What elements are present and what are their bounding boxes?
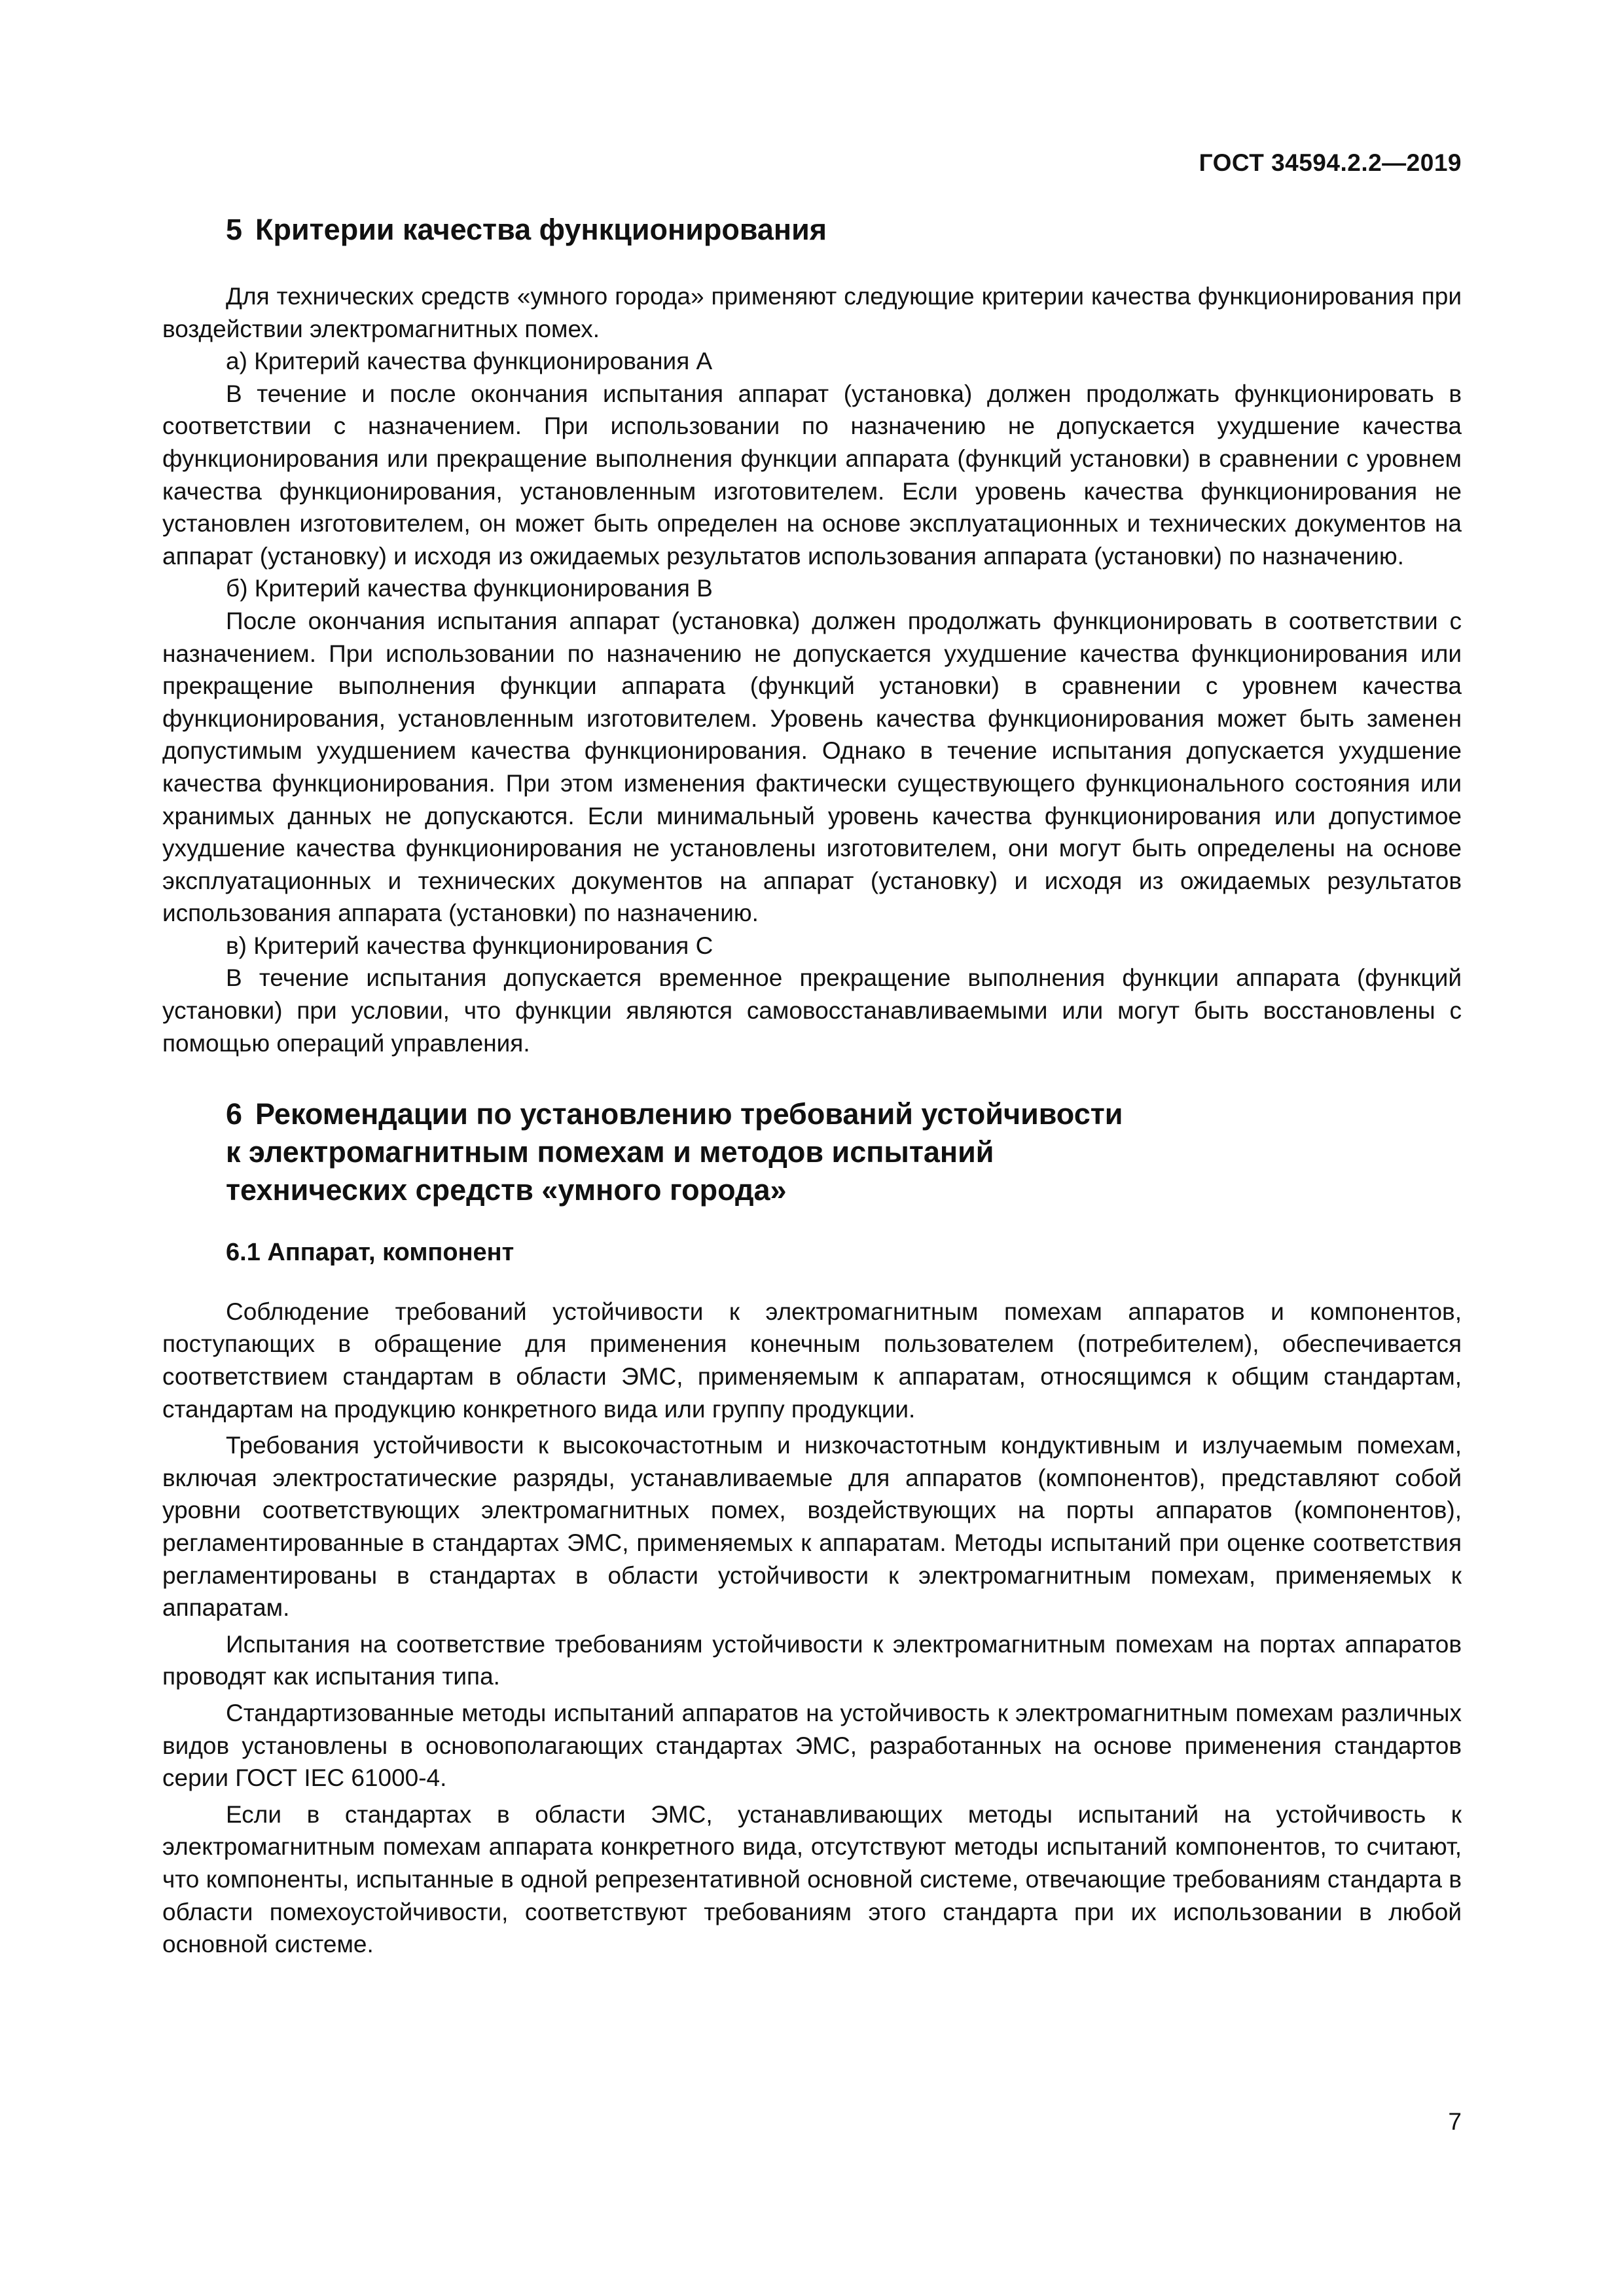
paragraph: Соблюдение требований устойчивости к электромагнитным помехам аппаратов и компонентов, поступающих в обращение для применения конечным пользователем (потребителем), обеспечивается соответствием стандартам в области ЭМС, применяемым к аппаратам, относящимся к общим стандартам, стандартам на продукцию конкретного вида или группу продукции. xyxy=(162,1298,1462,1423)
page-number: 7 xyxy=(1448,2108,1462,2135)
subsection-6-1-title: Аппарат, компонент xyxy=(267,1239,514,1267)
paragraph: Требования устойчивости к высокочастотным и низкочастотным кондуктивным и излучаемым помехам, включая электростатические разряды, устанавливаемые для аппаратов (компонентов), представляют собой уровни соответствующих электромагнитных помех, воздействующих на порты аппаратов (компонентов), регламентированные в стандартах ЭМС, применяемых к аппаратам. Методы испытаний при оценке соответствия регламентированы в стандартах в области устойчивости к электромагнитным помехам, применяемых к аппаратам. xyxy=(162,1432,1462,1622)
paragraph: Испытания на соответствие требованиям устойчивости к электромагнитным помехам на портах аппаратов проводят как испытания типа. xyxy=(162,1630,1462,1690)
document-code: ГОСТ 34594.2.2—2019 xyxy=(1199,149,1462,176)
section-5-title: Критерии качества функционирования xyxy=(255,213,827,246)
paragraph: Для технических средств «умного города» применяют следующие критерии качества функционирования при воздействии электромагнитных помех. xyxy=(162,283,1462,342)
paragraph: В течение испытания допускается временное прекращение выполнения функции аппарата (функций установки) при условии, что функции являются самовосстанавливаемыми или могут быть восстановлены с помощью операций управления. xyxy=(162,964,1462,1057)
paragraph: После окончания испытания аппарат (установка) должен продолжать функционировать в соответствии с назначением. При использовании по назначению не допускается ухудшение качества функционирования или прекращение выполнения функции аппарата (функций установки) в сравнении с уровнем качества функционирования, установленным изготовителем. Уровень качества функционирования может быть заменен допустимым ухудшением качества функционирования. Однако в течение испытания допускается ухудшение качества функционирования. При этом изменения фактически существующего функционального состояния или хранимых данных не допускаются. Если минимальный уровень качества функционирования или допустимое ухудшение качества функционирования не установлены изготовителем, они могут быть определены на основе эксплуатационных и технических документов на аппарат (установку) и исходя из ожидаемых результатов использования аппарата (установки) по назначению. xyxy=(162,607,1462,927)
section-6-heading xyxy=(226,1095,1462,1209)
criterion-a-label: а) Критерий качества функционирования А xyxy=(226,348,713,375)
section-6-title-line-2: к электромагнитным помехам и методов испытаний xyxy=(226,1135,994,1169)
criterion-c-label: в) Критерий качества функционирования С xyxy=(226,932,713,959)
section-5-heading xyxy=(226,211,1462,249)
section-5-number: 5 xyxy=(226,213,243,246)
section-6-number: 6 xyxy=(226,1097,243,1131)
section-6-title-line-1: 6 Рекомендации по установлению требований устойчивости xyxy=(226,1097,1123,1131)
criterion-b-label: б) Критерий качества функционирования В xyxy=(226,575,713,602)
page-content xyxy=(162,211,1462,1961)
subsection-6-1-number: 6.1 xyxy=(226,1239,261,1267)
subsection-6-1-heading xyxy=(226,1237,1462,1269)
paragraph: Если в стандартах в области ЭМС, устанавливающих методы испытаний на устойчивость к электромагнитным помехам аппарата конкретного вида, отсутствуют методы испытаний компонентов, то считают, что компоненты, испытанные в одной репрезентативной основной системе, отвечающие требованиям стандарта в области помехоустойчивости, соответствуют требованиям этого стандарта при их использовании в любой основной системе. xyxy=(162,1800,1462,1958)
section-6-title-line-3: технических средств «умного города» xyxy=(226,1173,787,1207)
paragraph: Стандартизованные методы испытаний аппаратов на устойчивость к электромагнитным помехам различных видов установлены в основополагающих стандартах ЭМС, разработанных на основе применения стандартов серии ГОСТ IEC 61000-4. xyxy=(162,1699,1462,1792)
paragraph: В течение и после окончания испытания аппарат (установка) должен продолжать функционировать в соответствии с назначением. При использовании по назначению не допускается ухудшение качества функционирования или прекращение выполнения функции аппарата (функций установки) в сравнении с уровнем качества функционирования, установленным изготовителем. Если уровень качества функционирования не установлен изготовителем, он может быть определен на основе эксплуатационных и технических документов на аппарат (установку) и исходя из ожидаемых результатов использования аппарата (установки) по назначению. xyxy=(162,380,1462,570)
